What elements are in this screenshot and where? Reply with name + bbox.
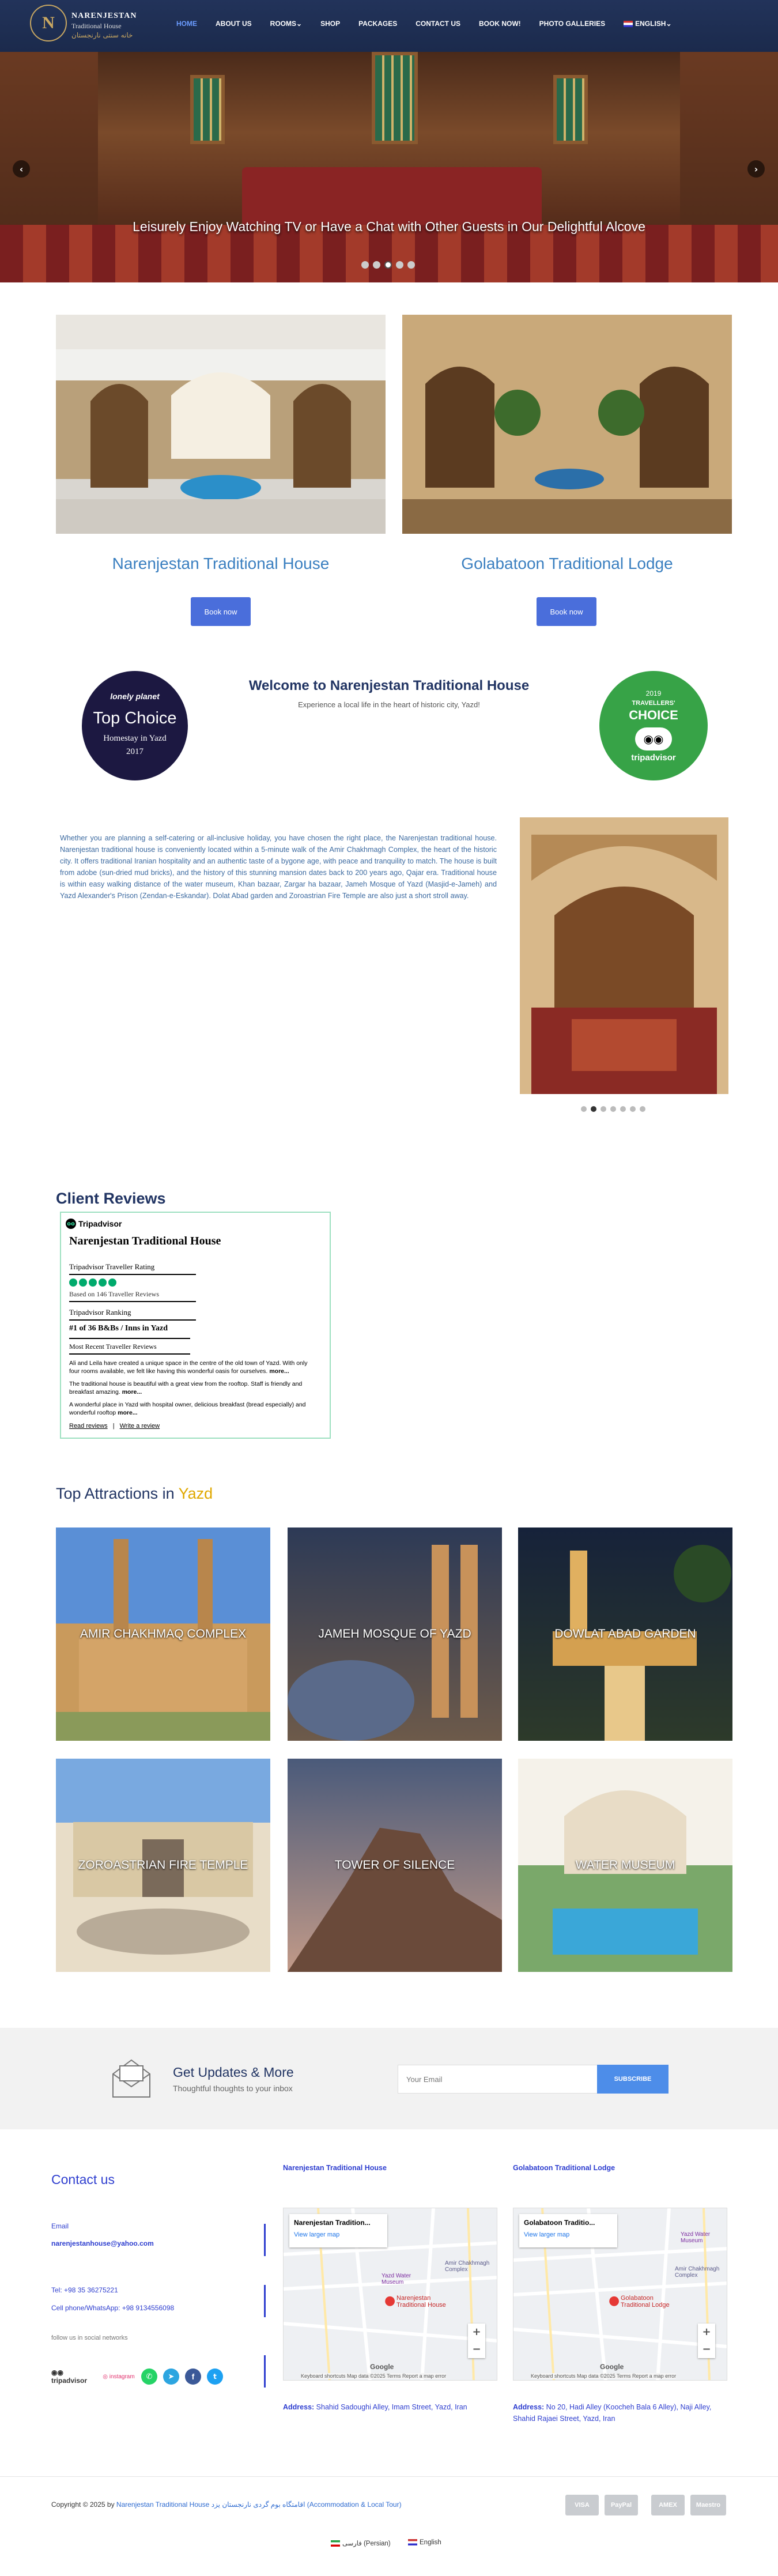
property-title-golabatoon[interactable]: Golabatoon Traditional Lodge	[461, 555, 673, 572]
reviews-title: Client Reviews	[56, 1190, 166, 1207]
instagram-icon[interactable]: ◎ instagram	[103, 2373, 135, 2380]
address-text: Shahid Sadoughi Alley, Imam Street, Yazd, Iran	[316, 2403, 467, 2411]
rating-bubble	[108, 1278, 116, 1287]
property-image-golabatoon[interactable]	[402, 315, 732, 534]
gallery-dot[interactable]	[610, 1106, 616, 1112]
address-label: Address:	[513, 2403, 545, 2411]
gallery-dot[interactable]	[620, 1106, 626, 1112]
map-place-card	[519, 2214, 617, 2247]
contact-title: Contact us	[51, 2172, 115, 2187]
email-label: Email	[51, 2222, 69, 2230]
attraction-label: DOWLAT ABAD GARDEN	[554, 1627, 696, 1640]
logo-persian: خانه سنتی نارنجستان	[71, 31, 133, 39]
review-item	[69, 1401, 317, 1417]
map-pin-icon[interactable]: ●	[384, 2294, 396, 2308]
telegram-icon[interactable]: ➤	[163, 2368, 179, 2385]
address-label: Address:	[283, 2403, 315, 2411]
nav-language[interactable]	[614, 20, 681, 28]
attraction-label: TOWER OF SILENCE	[334, 1858, 455, 1872]
chevron-down-icon: ⌄	[666, 20, 672, 28]
divider	[69, 1319, 196, 1321]
copyright-link[interactable]: Narenjestan Traditional House	[116, 2500, 210, 2509]
slider-dot[interactable]	[396, 261, 403, 269]
divider	[69, 1338, 190, 1339]
review-list	[69, 1359, 317, 1417]
nav-home[interactable]: HOME	[176, 20, 197, 28]
attraction-card[interactable]	[288, 1528, 502, 1741]
review-item	[69, 1380, 317, 1396]
lp-sub: Homestay in Yazd	[103, 734, 167, 743]
nav-rooms[interactable]	[261, 20, 311, 28]
language-english[interactable]	[408, 2539, 441, 2546]
divider	[69, 1274, 196, 1275]
social-icons	[51, 2367, 223, 2386]
welcome-body-text: Whether you are planning a self-catering or all-inclusive holiday, you have chosen the right place, the Narenjestan traditional house. Narenjestan traditional house is conveniently located within a 5-minute walk of the Amir Chakhmagh Complex, the heart of the historic city. It offers traditional Iranian hospitality and an authentic taste of a bygone age, with peace and tranquility to match. The house is built from adobe (sun-dried mud bricks), and the history of this stunning mansion dates back to 200 years ago, Qajar era. Traditional house is within easy walking distance of the water museum, Khan bazaar, Zargar ha bazaar, Jameh Mosque of Yazd (Masjid-e-Jameh) and Yazd Alexander's Prison (Zendan-e-Eskandar). Dolat Abad garden and Zoroastrian Fire Temple are also just a short stroll away.	[60, 834, 497, 900]
rating-bubble	[69, 1278, 77, 1287]
google-logo: Google	[370, 2363, 394, 2371]
rating-bubble	[99, 1278, 107, 1287]
map-title-narenjestan: Narenjestan Traditional House	[283, 2164, 387, 2172]
tripadvisor-widget	[60, 1212, 331, 1439]
view-larger-map-link[interactable]: View larger map	[524, 2231, 570, 2238]
map-card-title: Narenjestan Tradition...	[294, 2219, 371, 2227]
nav-rooms-label: ROOMS	[270, 20, 297, 28]
divider	[264, 2285, 266, 2317]
book-now-button-golabatoon[interactable]: Book now	[537, 597, 596, 626]
nav-photo-galleries[interactable]: PHOTO GALLERIES	[539, 20, 606, 28]
site-logo[interactable]	[30, 5, 139, 46]
attraction-card[interactable]	[518, 1528, 732, 1741]
slider-dot[interactable]	[373, 261, 380, 269]
attractions-title-a: Top Attractions in	[56, 1485, 175, 1502]
language-persian[interactable]	[331, 2539, 391, 2547]
address-text: No 20, Hadi Alley (Koocheh Bala 6 Alley), Naji Alley, Shahid Rajaei Street, Yazd, Iran	[513, 2403, 712, 2423]
review-more-link[interactable]: more...	[122, 1389, 142, 1396]
attraction-card[interactable]	[288, 1759, 502, 1972]
logo-name: NARENJESTAN	[71, 12, 137, 20]
tripadvisor-travellers-choice-badge	[599, 671, 708, 780]
hero-window	[372, 52, 418, 144]
review-more-link[interactable]: more...	[118, 1409, 138, 1416]
slider-dot[interactable]	[407, 261, 415, 269]
attraction-card[interactable]	[56, 1759, 270, 1972]
hero-caption: Leisurely Enjoy Watching TV or Have a Chat with Other Guests in Our Delightful Alcove	[133, 219, 645, 234]
gallery-dot[interactable]	[640, 1106, 645, 1112]
review-text: The traditional house is beautiful with a great view from the rooftop. Staff is friendly and breakfast amazing.	[69, 1381, 303, 1396]
write-review-link[interactable]: Write a review	[119, 1423, 160, 1430]
nav-contact[interactable]: CONTACT US	[416, 20, 460, 28]
map-title-golabatoon: Golabatoon Traditional Lodge	[513, 2164, 615, 2172]
map-poi: Yazd Water Museum	[382, 2273, 411, 2285]
gallery-dot[interactable]	[601, 1106, 606, 1112]
logo-subtitle: Traditional House	[71, 22, 122, 30]
map-poi: Yazd Water Museum	[681, 2231, 711, 2244]
divider	[264, 2224, 266, 2256]
hero-niche	[190, 75, 225, 144]
map-zoom-controls[interactable]: + −	[698, 2324, 715, 2358]
widget-rating-label: Tripadvisor Traveller Rating	[69, 1262, 155, 1271]
nav-book-now[interactable]: BOOK NOW!	[479, 20, 521, 28]
attractions-title-b: Yazd	[178, 1485, 213, 1502]
hero-slider	[0, 52, 778, 282]
room-illustration	[520, 817, 728, 1094]
tripadvisor-icon[interactable]: ◉◉ tripadvisor	[51, 2368, 88, 2385]
nav-language-label: ENGLISH	[635, 20, 666, 28]
lp-label: Top Choice	[93, 709, 177, 727]
lp-brand: lonely planet	[110, 692, 160, 701]
iran-flag-icon	[331, 2540, 340, 2547]
attraction-card[interactable]	[56, 1528, 270, 1741]
map-poi: Amir Chakhmagh Complex	[445, 2260, 490, 2273]
review-text: A wonderful place in Yazd with hospital owner, delicious breakfast (bread especially) and wonderful rooftop	[69, 1401, 306, 1416]
copyright-rest: اقامتگاه بوم گردی نارنجستان یزد (Accommodation & Local Tour)	[211, 2500, 402, 2509]
tel-text[interactable]: Tel: +98 35 36275221	[51, 2286, 118, 2294]
widget-hotel-name[interactable]: Narenjestan Traditional House	[69, 1235, 221, 1247]
rating-bubble	[89, 1278, 97, 1287]
gallery-dot[interactable]	[630, 1106, 636, 1112]
lp-year: 2017	[126, 747, 143, 756]
nav-about[interactable]: ABOUT US	[216, 20, 252, 28]
courtyard-illustration	[402, 315, 732, 534]
attraction-label: AMIR CHAKHMAQ COMPLEX	[80, 1627, 247, 1640]
newsletter-title: Get Updates & More	[173, 2065, 294, 2080]
property-image-narenjestan[interactable]	[56, 315, 386, 534]
nav-shop[interactable]: SHOP	[320, 20, 341, 28]
map-footer: Keyboard shortcuts Map data ©2025 Terms Report a map error	[301, 2373, 447, 2379]
attraction-label: ZOROASTRIAN FIRE TEMPLE	[78, 1858, 248, 1872]
slider-dots	[361, 261, 415, 269]
facebook-icon[interactable]: f	[185, 2368, 201, 2385]
address-narenjestan	[283, 2401, 497, 2413]
ta-badge-brand: tripadvisor	[631, 753, 676, 763]
divider	[69, 1353, 190, 1355]
uk-flag-icon	[408, 2539, 417, 2545]
newsletter-subtitle: Thoughtful thoughts to your inbox	[173, 2084, 293, 2093]
book-now-button-narenjestan[interactable]: Book now	[191, 597, 251, 626]
attractions-title	[56, 1485, 213, 1503]
slider-prev-button[interactable]: ‹	[13, 160, 30, 178]
review-text: Ali and Leila have created a unique space in the centre of the old town of Yazd. With only four rooms available, we felt like having this wonderful oasis for ourselves.	[69, 1360, 308, 1375]
widget-based-on: Based on 146 Traveller Reviews	[69, 1290, 159, 1298]
map-footer: Keyboard shortcuts Map data ©2025 Terms Report a map error	[531, 2373, 677, 2379]
footer-divider	[0, 2476, 778, 2477]
paypal-icon: PayPal	[605, 2495, 638, 2515]
slider-next-button[interactable]: ›	[747, 160, 765, 178]
language-persian-label: فارسی (Persian)	[342, 2540, 391, 2547]
gallery-dot[interactable]	[591, 1106, 596, 1112]
nav-packages[interactable]: PACKAGES	[358, 20, 398, 28]
cell-text[interactable]: Cell phone/WhatsApp: +98 9134556098	[51, 2304, 175, 2312]
map-place-card	[289, 2214, 387, 2247]
separator: |	[112, 1423, 115, 1430]
welcome-title: Welcome to Narenjestan Traditional House	[248, 678, 530, 693]
chevron-down-icon: ⌄	[296, 20, 303, 28]
map-pin-icon[interactable]: ●	[609, 2294, 620, 2308]
welcome-subtitle: Experience a local life in the heart of historic city, Yazd!	[298, 700, 480, 709]
gallery-dots	[581, 1106, 645, 1112]
review-item	[69, 1359, 317, 1375]
divider	[264, 2355, 266, 2388]
map-card-title: Golabatoon Traditio...	[524, 2219, 595, 2227]
visa-icon: VISA	[565, 2495, 599, 2515]
map-golabatoon[interactable]	[513, 2208, 727, 2381]
ta-badge-line2: CHOICE	[629, 708, 678, 722]
attraction-label: JAMEH MOSQUE OF YAZD	[318, 1627, 471, 1640]
copyright-text: Copyright © 2025 by	[51, 2500, 115, 2509]
newsletter-email-input[interactable]	[398, 2065, 598, 2094]
subscribe-button[interactable]: SUBSCRIBE	[597, 2065, 669, 2094]
widget-recent-label: Most Recent Traveller Reviews	[69, 1342, 157, 1351]
review-more-link[interactable]: more...	[269, 1368, 289, 1375]
uk-flag-icon	[624, 21, 633, 27]
twitter-icon[interactable]: t	[207, 2368, 223, 2385]
map-zoom-controls[interactable]: + −	[468, 2324, 485, 2358]
courtyard-illustration	[56, 315, 386, 534]
map-poi: Amir Chakhmagh Complex	[675, 2266, 720, 2279]
widget-brand[interactable]: Tripadvisor	[78, 1219, 122, 1228]
social-label: follow us in social networks	[51, 2334, 128, 2341]
tripadvisor-owl-icon: oo	[66, 1219, 76, 1229]
envelope-icon	[108, 2055, 154, 2102]
email-link[interactable]: narenjestanhouse@yahoo.com	[51, 2239, 154, 2247]
map-pin-label: Golabatoon Traditional Lodge	[621, 2295, 670, 2309]
language-english-label: English	[420, 2539, 441, 2546]
logo-mark: N	[30, 5, 67, 42]
map-narenjestan[interactable]	[283, 2208, 497, 2381]
site-header	[0, 0, 778, 52]
ta-badge-line1: TRAVELLERS'	[632, 700, 675, 707]
amex-icon: AMEX	[651, 2495, 685, 2515]
google-logo: Google	[600, 2363, 624, 2371]
rating-bubble	[79, 1278, 87, 1287]
attraction-card[interactable]	[518, 1759, 732, 1972]
owl-icon: ◉◉	[635, 727, 672, 750]
widget-ranking[interactable]: #1 of 36 B&Bs / Inns in Yazd	[69, 1324, 168, 1333]
slider-dot[interactable]	[361, 261, 369, 269]
attraction-label: WATER MUSEUM	[575, 1858, 675, 1872]
rating-bubbles	[69, 1278, 317, 1287]
widget-ranking-label: Tripadvisor Ranking	[69, 1308, 131, 1317]
hero-niche	[553, 75, 588, 144]
gallery-dot[interactable]	[581, 1106, 587, 1112]
ta-badge-year: 2019	[645, 689, 662, 697]
copyright	[51, 2500, 402, 2509]
about-gallery-image[interactable]	[520, 817, 728, 1094]
main-nav	[167, 20, 681, 28]
divider	[69, 1301, 196, 1302]
view-larger-map-link[interactable]: View larger map	[294, 2231, 340, 2238]
address-golabatoon	[513, 2401, 727, 2424]
maestro-icon: Maestro	[690, 2495, 726, 2515]
read-reviews-link[interactable]: Read reviews	[69, 1423, 108, 1430]
whatsapp-icon[interactable]: ✆	[141, 2368, 157, 2385]
property-title-narenjestan[interactable]: Narenjestan Traditional House	[112, 555, 330, 572]
slider-dot[interactable]	[384, 261, 392, 269]
map-pin-label: Narenjestan Traditional House	[396, 2295, 446, 2309]
